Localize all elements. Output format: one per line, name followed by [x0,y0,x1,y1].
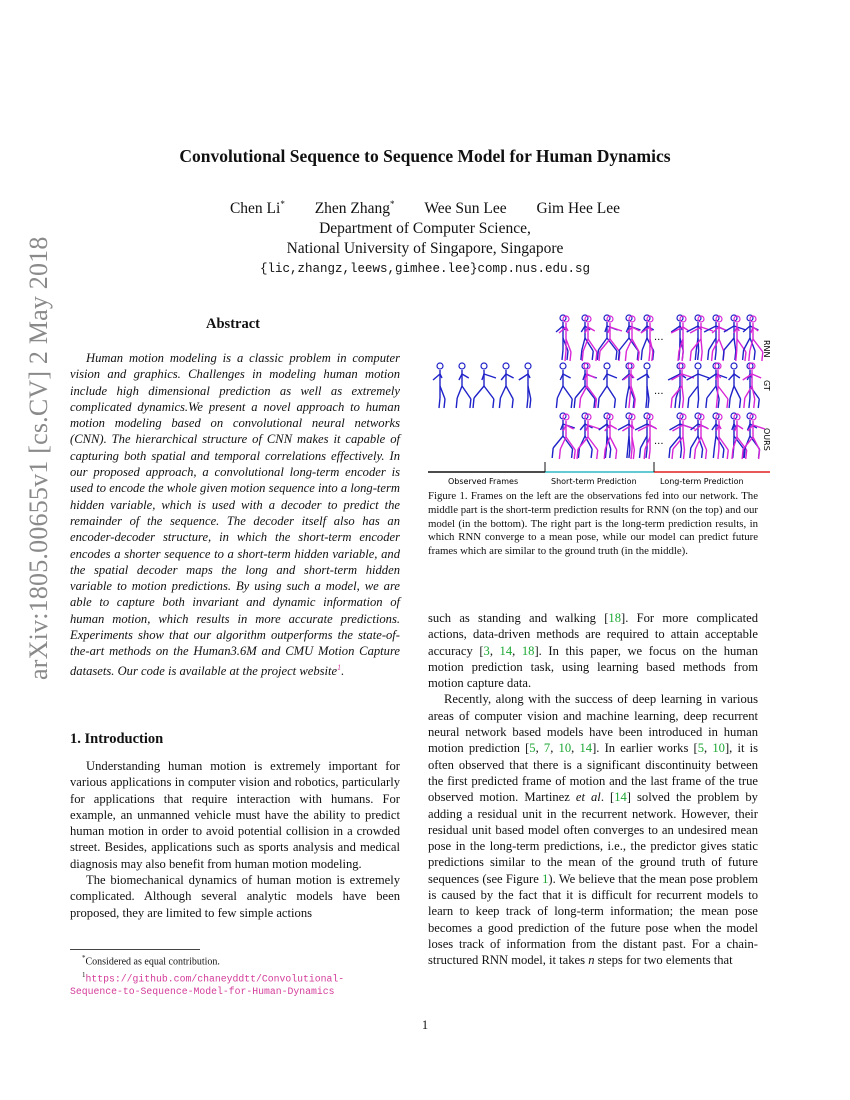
stick-figure [734,316,746,361]
project-url-link[interactable]: https://github.com/chaneyddtt/Convolutional- [85,973,345,985]
stick-figure [747,363,759,408]
ellipsis-ours: ... [654,436,664,447]
stick-figure [574,363,597,408]
figure-1-caption: Figure 1. Frames on the left are the observations fed into our network. The middle part is the short-term prediction results for RNN (on the top) and our model (in the bottom). The right part is the long-term prediction results, in which RNN converge to a mean pose, while our model can predict future frames which are similar to the ground truth (in the middle). [428,490,758,558]
footnote-link[interactable]: 1 [337,662,342,672]
author-4: Gim Hee Lee [536,200,621,218]
label-observed-frames: Observed Frames [448,477,519,486]
stick-figure [473,363,496,408]
citation-link[interactable]: 14 [579,741,593,756]
abstract-heading: Abstract [206,316,260,332]
stick-figure [694,414,708,459]
affiliation-department: Department of Computer Science, [319,220,531,237]
citation-link[interactable]: 3 [483,643,490,658]
stick-figure [716,414,728,459]
figure-frames-group [433,315,765,459]
footnote-url: $^1$https://github.com/chaneyddtt/Convolutional- [82,970,345,985]
right-paragraph-1: such as standing and walking [18]. For more complicated actions, data-driven methods are required to attain acceptable accuracy [3, 14, 18]. In this paper, we focus on the human motion prediction task, using learning based methods from motion capture data. [428,611,758,691]
stick-figure [723,315,746,360]
footnotes [70,952,410,998]
figure-link[interactable]: 1 [542,871,549,886]
paper-title: Convolutional Sequence to Sequence Model for Human Dynamics [179,146,671,166]
footnote-divider [70,949,200,950]
arxiv-stamp: arXiv:1805.00655v1 [cs.CV] 2 May 2018 [24,236,53,680]
stick-figure [715,363,728,408]
citation-link[interactable]: 10 [712,741,725,756]
abstract-body: Human motion modeling is a classic problem in computer vision and graphics. Challenges in modeling human motion include high dimensional prediction as well as extremely complicated dynamics.We present a novel approach to human motion modeling based on convolutional neural networks (CNN). The hierarchical structure of CNN makes it capable of capturing both spatial and temporal correlations effectively. In our proposed approach, a convolutional long-term encoder is used to encode the whole given motion sequence into a long-term hidden variable, which is used with a decoder to predict the remainder of the sequence. The decoder itself also has an encoder-decoder structure, in which the short-term encoder encodes a shorter sequence to a short-term hidden variable, and the spatial decoder maps the long and short-term hidden variable to motion predictions. By using such a model, we are able to capture both invariant and dynamic information of human motion, which results in more accurate predictions. Experiments show that our algorithm outperforms the state-of-the-art methods on the Human3.6M and CMU Motion Capture datasets. Our code is available at the project website$^1$. [70,351,400,678]
footnote-equal-contribution: *Considered as equal contribution. [82,954,220,968]
author-list [0,199,850,218]
stick-figure [598,363,617,408]
page-number: 1 [421,1018,429,1032]
stick-figure [578,413,592,458]
section-heading-introduction: 1. Introduction [70,731,164,747]
stick-figure [559,316,571,361]
stick-figure [580,363,597,408]
stick-figure [622,363,634,408]
row-label-gt: GT [762,380,771,391]
intro-paragraph-1: Understanding human motion is extremely important for various applications in computer vision and robotics, particularly for applications that require interaction with humans. For example, an unmanned vehicle must have the ability to predict human motion in order to avoid potential collision in a crowded street. Besides, applications such as sports analysis and medical diagnosis may also benefit from human motion modeling. [70,759,400,871]
stick-figure [552,413,575,458]
stick-figure [671,363,694,408]
author-3: Wee Sun Lee [424,200,507,218]
author-emails: {lic,zhangz,leews,gimhee.lee}comp.nus.edu.sg [259,262,591,276]
citation-link[interactable]: 5 [529,741,536,756]
figure-1-motion-frames [428,312,770,490]
intro-paragraph-2: The biomechanical dynamics of human motion is extremely complicated. Although several analytic models have been proposed, they are limited to few simple actions [70,873,400,920]
stick-figure [519,363,531,408]
row-label-rnn: RNN [762,340,771,358]
citation-link[interactable]: 18 [608,611,622,625]
stick-figure [499,363,513,408]
right-paragraph-2: Recently, along with the success of deep learning in various areas of computer vision and machine learning, deep recurrent neural network based models have been introduced in human motion prediction [5, 7, 10, 14]. In earlier works [5, 10], it is often observed that there is a significant discontinuity between the first predicted frame of motion and the last frame of the true observed motion. Martinez et al. [14] solved the problem by adding a residual unit in the recurrent network. However, their residual unit based model often converges to an undesired mean pose in the long-term predictions, i.e., the predictor gives static predictions similar to the mean of the ground truth of future sequences (see Figure 1). We believe that the mean pose problem is caused by the fact that it is difficult for recurrent models to learn to keep track of long-term information; the mean pose becomes a good prediction of the future pose when the model loses track of information from the distant past. For a chain-structured RNN model, it takes n steps for two elements that [428,692,759,968]
introduction-body [70,758,400,921]
label-short-term-prediction: Short-term Prediction [551,477,637,486]
stick-figure [618,315,640,360]
stick-figure [687,363,710,408]
stick-figure [637,363,650,408]
stick-figure [690,413,707,458]
stick-figure [556,363,572,408]
stick-figure [672,414,695,459]
citation-link[interactable]: 14 [614,790,627,805]
stick-figure [742,414,765,459]
citation-link[interactable]: 7 [543,741,551,756]
author-2: Zhen Zhang* [314,199,395,218]
stick-figure [690,316,713,361]
right-column-body [428,610,758,969]
stick-figure [743,315,759,360]
stick-figure [456,363,471,408]
affiliation-university: National University of Singapore, Singapore [286,240,564,257]
stick-figure [704,315,725,360]
citation-link[interactable]: 18 [521,643,535,658]
stick-figure [433,363,445,408]
author-1: Chen Li* [229,199,285,218]
stick-figure [577,414,600,459]
ellipsis-gt: ... [654,386,664,397]
citation-link[interactable]: 10 [558,741,572,756]
project-url-link-continued[interactable]: Sequence-to-Sequence-Model-for-Human-Dynamics [70,985,335,997]
row-label-ours: OURS [762,428,771,451]
citation-link[interactable]: 5 [697,741,705,756]
stick-figure [729,363,741,408]
label-long-term-prediction: Long-term Prediction [660,477,744,486]
citation-link[interactable]: 14 [499,643,513,658]
ellipsis-rnn: ... [654,332,664,343]
stick-figure [712,316,728,361]
